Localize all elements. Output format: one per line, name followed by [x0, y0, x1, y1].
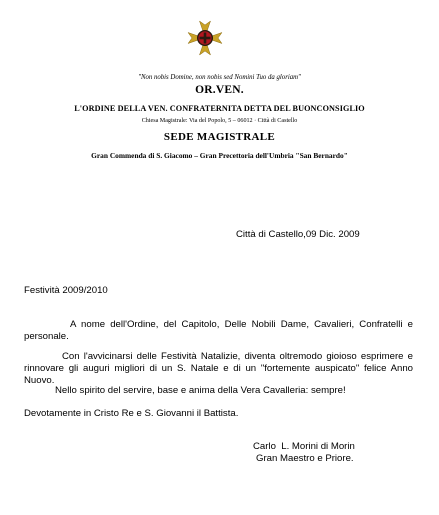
letter-date: Città di Castello,09 Dic. 2009: [236, 229, 360, 240]
org-full-name: L'ORDINE DELLA VEN. CONFRATERNITA DETTA DEL BUONCONSIGLIO: [74, 104, 365, 113]
paragraph-spirit: Nello spirito del servire, base e anima della Vera Cavalleria: sempre!: [55, 385, 346, 396]
closing-line: Devotamente in Cristo Re e S. Giovanni il Battista.: [24, 408, 239, 419]
paragraph-wishes: Con l'avvicinarsi delle Festività Natalizie, diventa oltremodo gioioso esprimere e rinnovare gli auguri migliori di un S. Natale e di un "fortemente auspicato" felice Anno Nuovo.: [24, 351, 413, 386]
maltese-cross-emblem-icon: [187, 20, 223, 56]
letter-subject: Festività 2009/2010: [24, 285, 108, 296]
motto: "Non nobis Domine, non nobis sed Nomini Tuo da gloriam": [138, 74, 301, 81]
seat-title: SEDE MAGISTRALE: [163, 131, 276, 143]
paragraph-greeting: A nome dell'Ordine, del Capitolo, Delle Nobili Dame, Cavalieri, Confratelli e personale.: [24, 319, 413, 342]
commanderies-line: Gran Commenda di S. Giacomo – Gran Precettoria dell'Umbria "San Bernardo": [91, 151, 348, 160]
address-line: Chiesa Magistrale: Via del Popolo, 5 – 06012 · Città di Castello: [141, 118, 298, 124]
org-abbreviation: OR.VEN.: [195, 84, 244, 96]
signer-name: Carlo L. Morini di Morin: [253, 441, 355, 452]
signer-title: Gran Maestro e Priore.: [256, 453, 354, 464]
